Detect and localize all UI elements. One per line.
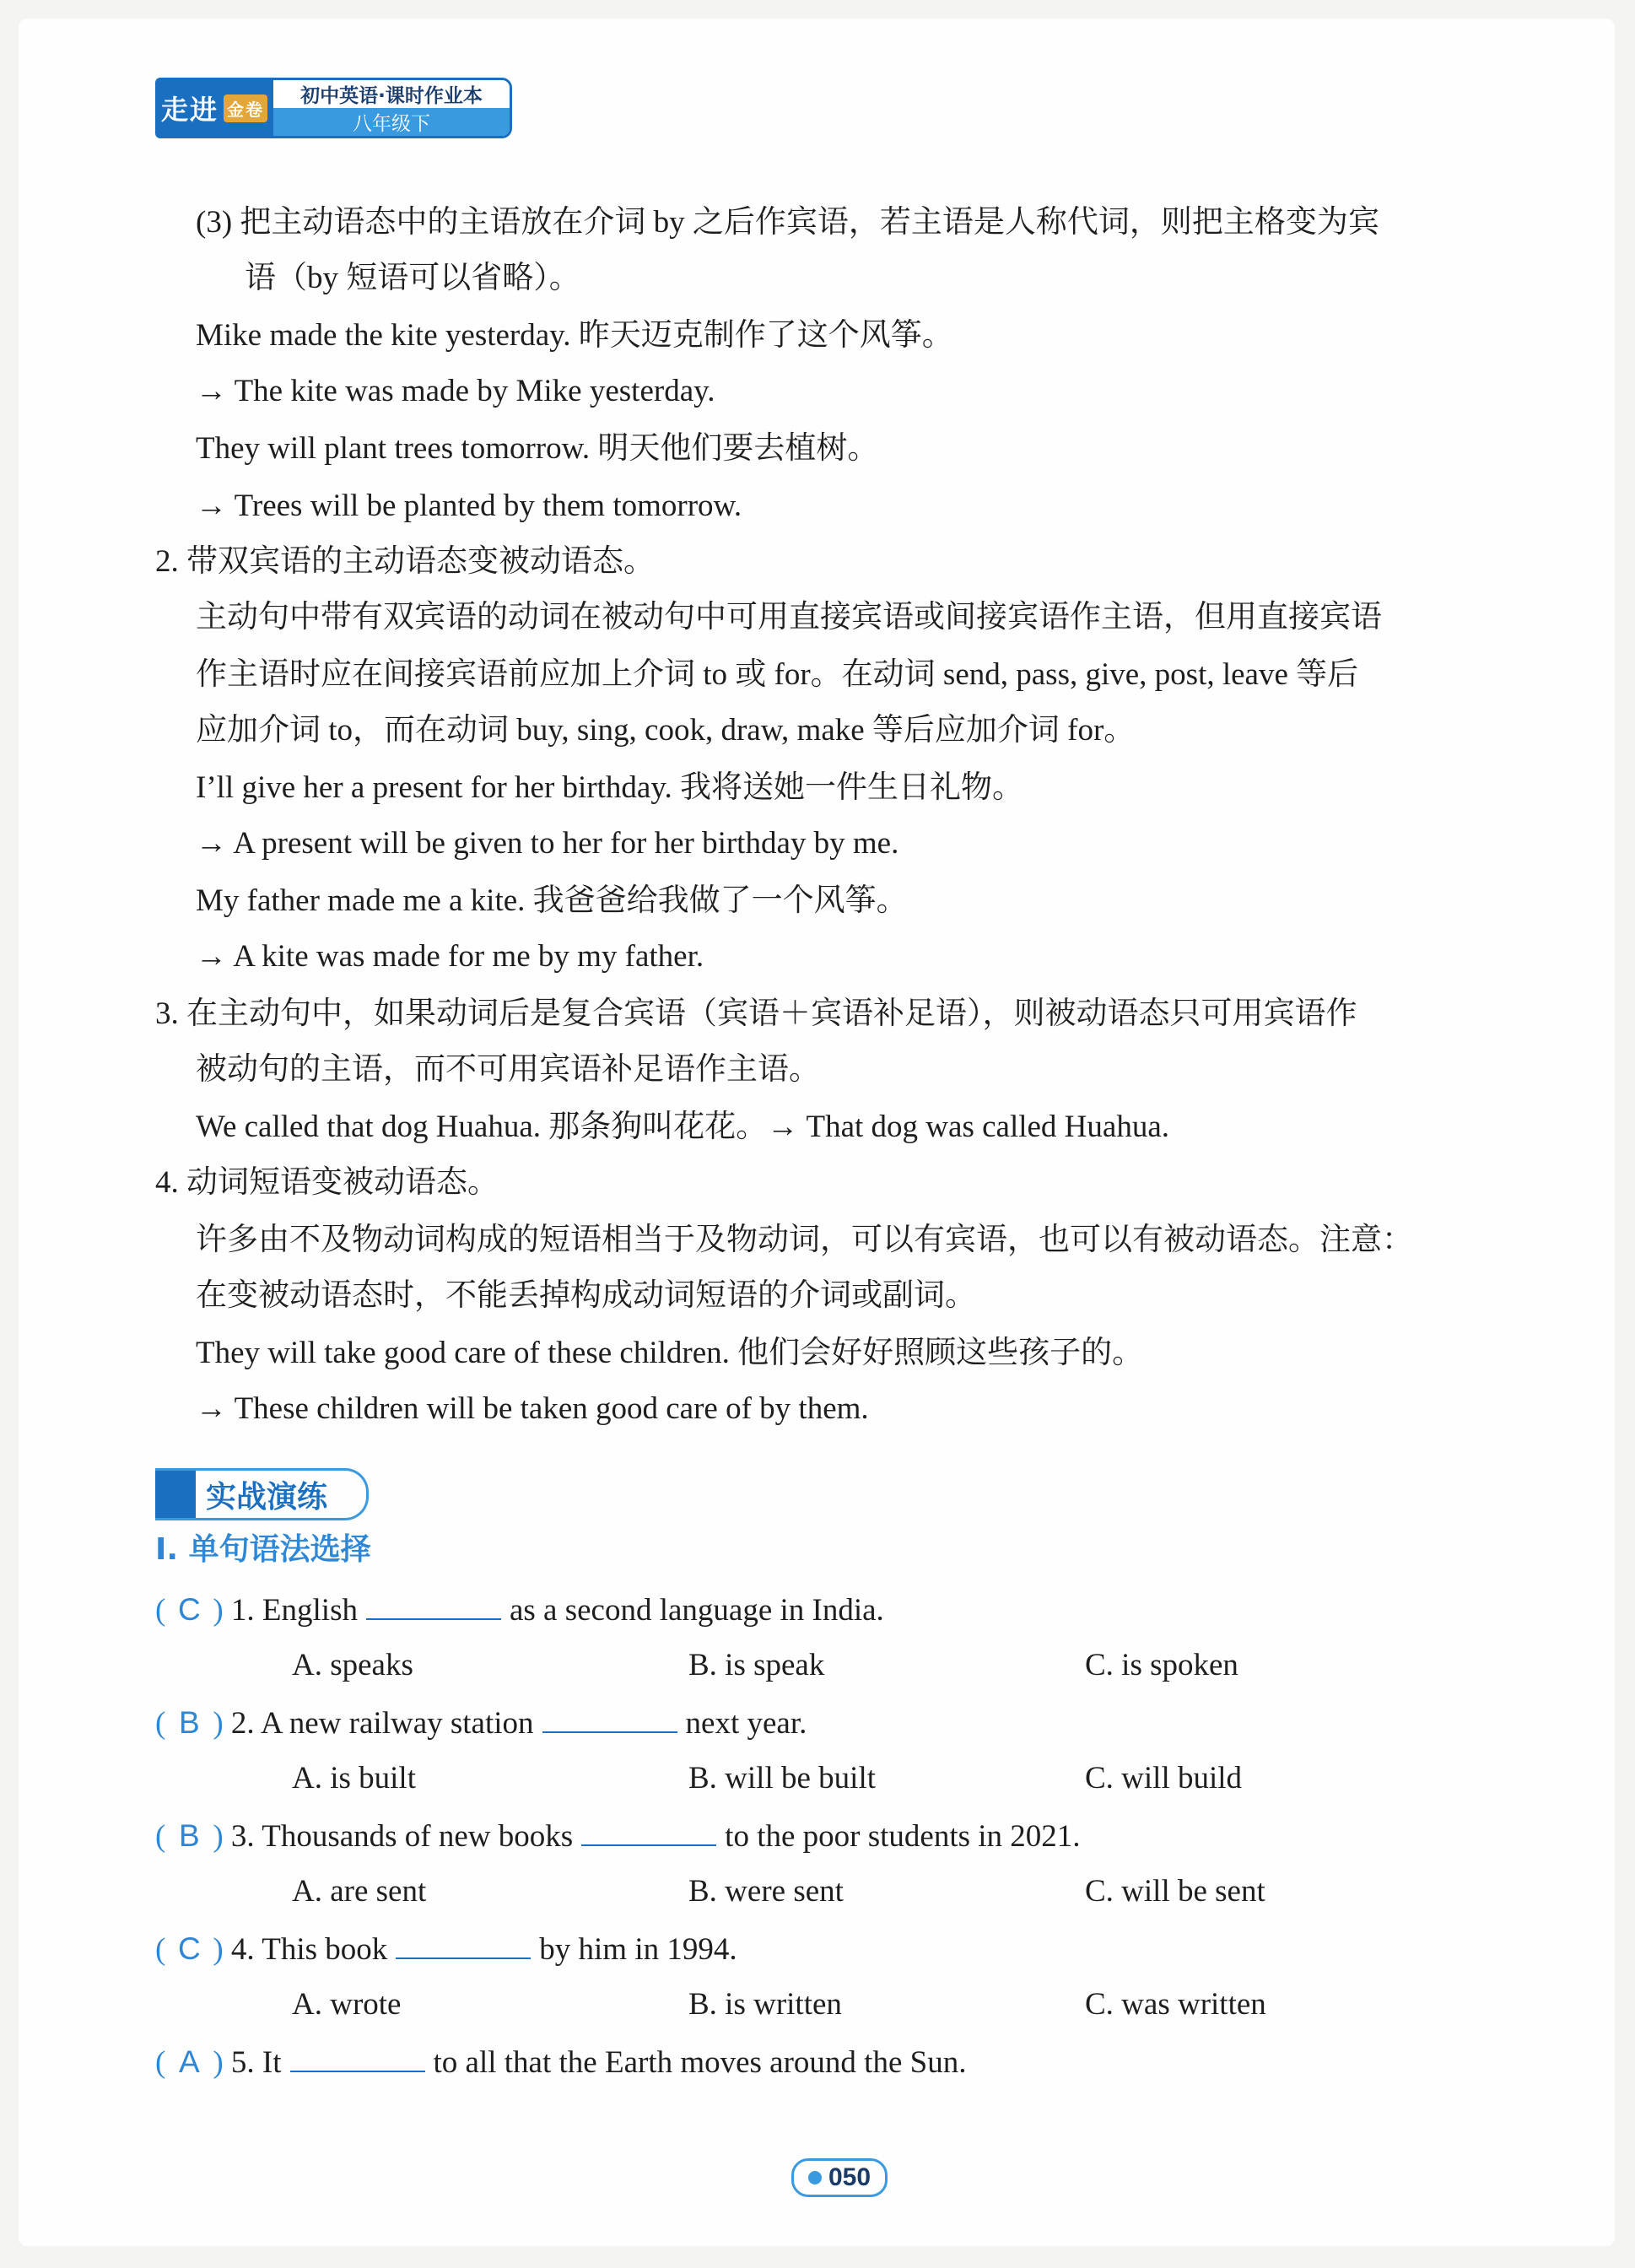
question-stem: 2. A new railway station bbox=[230, 1706, 534, 1741]
section-heading-2: 2. 带双宾语的主动语态变被动语态。 bbox=[155, 544, 655, 579]
answer-slot[interactable]: B bbox=[178, 1818, 200, 1853]
paragraph-line: 在变被动语态时，不能丢掉构成动词短语的介词或副词。 bbox=[196, 1278, 976, 1313]
option-a[interactable]: A. is built bbox=[292, 1761, 416, 1796]
option-b[interactable]: B. is speak bbox=[688, 1648, 825, 1682]
example-answer: → These children will be taken good care of by them. bbox=[196, 1391, 869, 1426]
page-number: 050 bbox=[828, 2163, 871, 2191]
example-answer: → A kite was made for me by my father. bbox=[196, 939, 704, 974]
paragraph-line: 作主语时应在间接宾语前应加上介词 to 或 for。在动词 send, pass, give, post, leave 等后 bbox=[196, 657, 1359, 692]
option-a[interactable]: A. speaks bbox=[292, 1648, 413, 1682]
answer-blank[interactable] bbox=[581, 1816, 716, 1846]
question-1 bbox=[155, 1590, 884, 1631]
question-4 bbox=[155, 1929, 737, 1970]
paragraph-line: 被动句的主语，而不可用宾语补足语作主语。 bbox=[196, 1052, 820, 1087]
question-rest: next year. bbox=[685, 1706, 807, 1741]
option-b[interactable]: B. will be built bbox=[688, 1761, 876, 1796]
answer-slot[interactable]: B bbox=[178, 1705, 200, 1740]
section-marker bbox=[155, 1471, 196, 1518]
question-stem: 5. It bbox=[230, 2045, 282, 2080]
logo-text: 走进 bbox=[160, 94, 219, 126]
paren-close: ) bbox=[213, 1593, 224, 1628]
option-c[interactable]: C. was written bbox=[1085, 1987, 1266, 2022]
option-b[interactable]: B. were sent bbox=[688, 1874, 844, 1909]
grade-label: 八年级下 bbox=[273, 108, 510, 136]
answer-blank[interactable] bbox=[396, 1929, 531, 1959]
answer-slot[interactable]: A bbox=[178, 2044, 200, 2079]
paren-open: ( bbox=[155, 1593, 166, 1628]
example-sentence: My father made me a kite. 我爸爸给我做了一个风筝。 bbox=[196, 883, 908, 918]
rule-3-line-2: 语（by 短语可以省略）。 bbox=[245, 261, 580, 295]
page-number-badge bbox=[791, 2158, 888, 2197]
paren-close: ) bbox=[213, 1819, 224, 1854]
series-label bbox=[273, 78, 512, 138]
book-header bbox=[155, 78, 512, 138]
exercise-subheading: I. 单句语法选择 bbox=[155, 1532, 371, 1567]
example-sentence: We called that dog Huahua. 那条狗叫花花。→ That dog was called Huahua. bbox=[196, 1110, 1169, 1144]
example-answer: → The kite was made by Mike yesterday. bbox=[196, 374, 715, 408]
question-5 bbox=[155, 2042, 966, 2083]
option-a[interactable]: A. wrote bbox=[292, 1987, 402, 2022]
paren-close: ) bbox=[213, 1932, 224, 1967]
paren-close: ) bbox=[213, 2045, 224, 2080]
section-heading-3: 3. 在主动句中，如果动词后是复合宾语（宾语＋宾语补足语），则被动语态只可用宾语作 bbox=[155, 996, 1357, 1031]
publisher-logo bbox=[155, 78, 273, 138]
question-stem: 1. English bbox=[230, 1593, 358, 1628]
paren-open: ( bbox=[155, 1932, 166, 1967]
option-c[interactable]: C. will be sent bbox=[1085, 1874, 1265, 1909]
question-rest: to the poor students in 2021. bbox=[725, 1819, 1081, 1854]
example-answer: → Trees will be planted by them tomorrow. bbox=[196, 489, 742, 523]
question-2 bbox=[155, 1703, 807, 1744]
answer-slot[interactable]: C bbox=[177, 1931, 201, 1966]
paren-open: ( bbox=[155, 1706, 166, 1741]
answer-blank[interactable] bbox=[366, 1590, 501, 1620]
option-b[interactable]: B. is written bbox=[688, 1987, 842, 2022]
paren-open: ( bbox=[155, 2045, 166, 2080]
paragraph-line: 应加介词 to，而在动词 buy, sing, cook, draw, make 等后应加介词 for。 bbox=[196, 713, 1136, 748]
answer-blank[interactable] bbox=[290, 2042, 425, 2072]
example-sentence: They will take good care of these children. 他们会好好照顾这些孩子的。 bbox=[196, 1336, 1144, 1370]
answer-blank[interactable] bbox=[542, 1703, 677, 1733]
section-title: 实战演练 bbox=[206, 1479, 328, 1515]
example-sentence: They will plant trees tomorrow. 明天他们要去植树。 bbox=[196, 431, 879, 466]
paren-open: ( bbox=[155, 1819, 166, 1854]
rule-3-line-1: (3) 把主动语态中的主语放在介词 by 之后作宾语，若主语是人称代词，则把主格变为宾 bbox=[196, 205, 1379, 240]
question-stem: 3. Thousands of new books bbox=[230, 1819, 574, 1854]
question-stem: 4. This book bbox=[230, 1932, 388, 1967]
answer-slot[interactable]: C bbox=[177, 1592, 201, 1627]
option-c[interactable]: C. is spoken bbox=[1085, 1648, 1238, 1682]
question-rest: by him in 1994. bbox=[539, 1932, 737, 1967]
paragraph-line: 主动句中带有双宾语的动词在被动句中可用直接宾语或间接宾语作主语，但用直接宾语 bbox=[196, 600, 1382, 634]
example-sentence: I’ll give her a present for her birthday. 我将送她一件生日礼物。 bbox=[196, 770, 1023, 805]
series-title: 初中英语·课时作业本 bbox=[273, 80, 510, 108]
logo-badge: 金卷 bbox=[224, 94, 267, 122]
example-sentence: Mike made the kite yesterday. 昨天迈克制作了这个风筝。 bbox=[196, 318, 953, 353]
section-heading-4: 4. 动词短语变被动语态。 bbox=[155, 1165, 499, 1200]
question-rest: as a second language in India. bbox=[509, 1593, 884, 1628]
paren-close: ) bbox=[213, 1706, 224, 1741]
example-answer: → A present will be given to her for her birthday by me. bbox=[196, 826, 899, 861]
option-a[interactable]: A. are sent bbox=[292, 1874, 427, 1909]
question-3 bbox=[155, 1816, 1081, 1857]
option-c[interactable]: C. will build bbox=[1085, 1761, 1243, 1796]
practice-section-tab bbox=[155, 1468, 369, 1520]
question-rest: to all that the Earth moves around the Sun. bbox=[433, 2045, 967, 2080]
page-dot-icon bbox=[808, 2171, 822, 2184]
paragraph-line: 许多由不及物动词构成的短语相当于及物动词，可以有宾语，也可以有被动语态。注意： bbox=[196, 1223, 1413, 1257]
